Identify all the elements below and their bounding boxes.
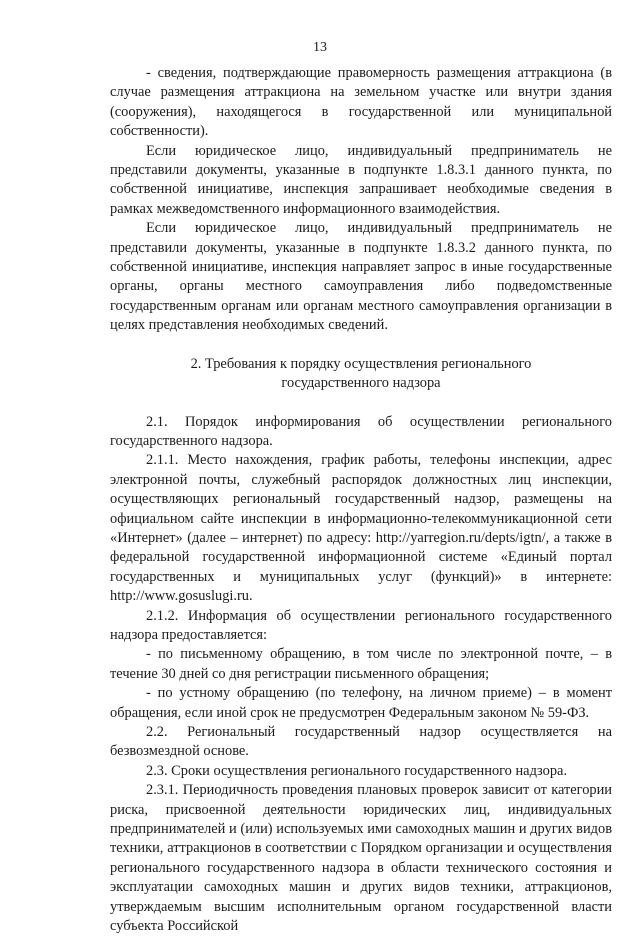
list-item-written-request: - по письменному обращению, в том числе по электронной почте, – в течение 30 дней со дня регистрации письменного обращения;: [110, 646, 612, 682]
document-body: [110, 64, 612, 936]
section-heading-line-2: государственного надзора: [281, 375, 441, 392]
section-heading: [110, 355, 612, 394]
section-heading-line-1: 2. Требования к порядку осуществления регионального: [190, 355, 532, 372]
paragraph-evidence-item: - сведения, подтверждающие правомерность размещения аттракциона (в случае размещения аттракциона на земельном участке или внутри здания (сооружения), находящегося в государственной или муниципальной собственности).: [110, 65, 612, 140]
paragraph-2-1-2: 2.1.2. Информация об осуществлении регионального государственного надзора предоставляется:: [110, 607, 612, 643]
spacer: [110, 394, 612, 413]
paragraph-request-information: Если юридическое лицо, индивидуальный предприниматель не представили документы, указанные в подпункте 1.8.3.1 данного пункта, по собственной инициативе, инспекция запрашивает необходимые сведения в рамках межведомственного информационного взаимодействия.: [110, 142, 612, 217]
paragraph-2-2: 2.2. Региональный государственный надзор осуществляется на безвозмездной основе.: [110, 724, 612, 760]
paragraph-2-1: 2.1. Порядок информирования об осуществлении регионального государственного надзора.: [110, 413, 612, 449]
spacer: [110, 336, 612, 355]
paragraph-request-other-bodies: Если юридическое лицо, индивидуальный предприниматель не представили документы, указанные в подпункте 1.8.3.2 данного пункта, по собственной инициативе, инспекция направляет запрос в иные государственные органы, органы местного самоуправления либо подведомственные государственным органам или органам местного самоуправления организации в целях представления необходимых сведений.: [110, 220, 612, 334]
list-item-oral-request: - по устному обращению (по телефону, на личном приеме) – в момент обращения, если иной срок не предусмотрен Федеральным законом № 59-ФЗ.: [110, 685, 612, 721]
page-number: 13: [313, 40, 327, 55]
paragraph-2-3-1: 2.3.1. Периодичность проведения плановых проверок зависит от категории риска, присвоенной деятельности юридических лиц, индивидуальных предпринимателей и (или) используемых ими самоходных машин и других видов техники, аттракционов в соответствии с Порядком организации и осуществления регионального государственного надзора в области технического состояния и эксплуатации самоходных машин и других видов техники, аттракционов, утверждаемым высшим исполнительным органом государственной власти субъекта Российской: [110, 782, 612, 935]
paragraph-2-1-1: 2.1.1. Место нахождения, график работы, телефоны инспекции, адрес электронной почты, служебный распорядок должностных лиц инспекции, осуществляющих региональный государственный надзор, размещены на официальном сайте инспекции в информационно-телекоммуникационной сети «Интернет» (далее – интернет) по адресу: http://yarregion.ru/depts/igtn/, а также в федеральной государственной информационной системе «Единый портал государственных и муниципальных услуг (функций)» в интернете: http://www.gosuslugi.ru.: [110, 452, 612, 605]
paragraph-2-3: 2.3. Сроки осуществления регионального государственного надзора.: [146, 762, 568, 779]
